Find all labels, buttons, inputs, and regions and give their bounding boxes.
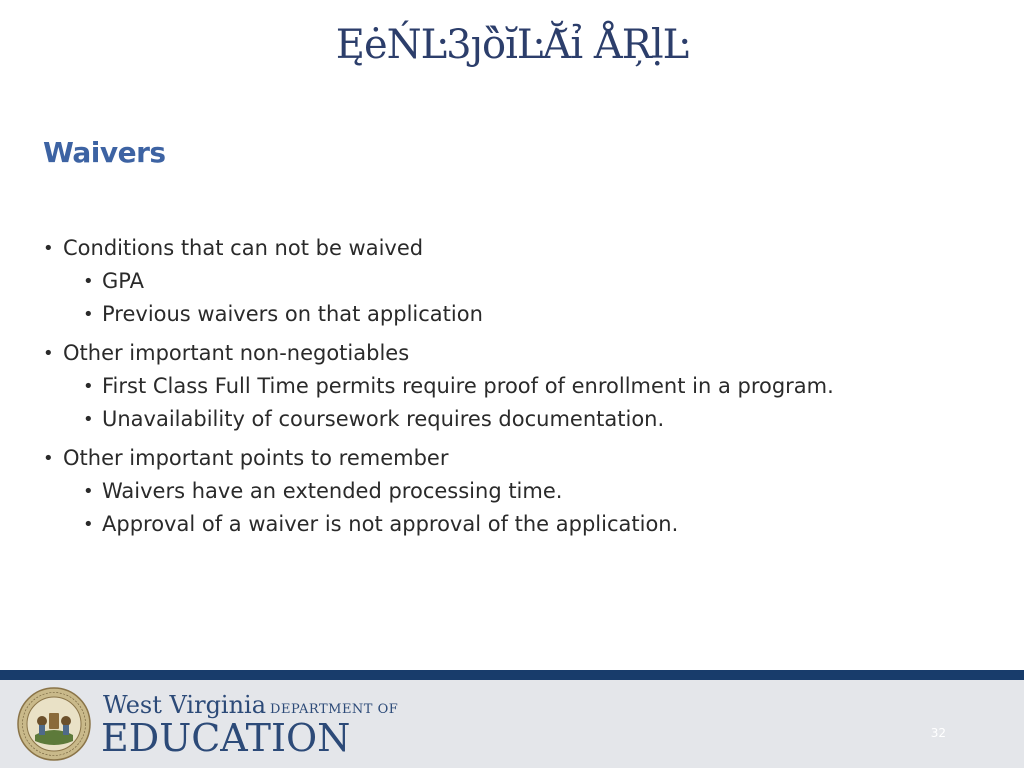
bullet-icon: • bbox=[83, 409, 94, 430]
bullet-item bbox=[43, 442, 973, 475]
bullet-icon: • bbox=[83, 514, 94, 535]
bullet-icon: • bbox=[83, 304, 94, 325]
bullet-icon: • bbox=[43, 238, 54, 259]
sub-bullet-item bbox=[43, 403, 973, 436]
bullet-icon: • bbox=[83, 376, 94, 397]
org-dept-label: DEPARTMENT OF bbox=[270, 702, 399, 717]
bullet-text: Other important points to remember bbox=[63, 446, 449, 470]
sub-bullet-item bbox=[43, 298, 973, 331]
bullet-text: Conditions that can not be waived bbox=[63, 236, 424, 260]
section-heading: Waivers bbox=[43, 136, 166, 169]
sub-bullet-item bbox=[43, 508, 973, 541]
sub-bullet-text: Unavailability of coursework requires documentation. bbox=[102, 407, 665, 431]
bullet-icon: • bbox=[83, 271, 94, 292]
org-name bbox=[103, 691, 398, 719]
sub-bullet-text: Previous waivers on that application bbox=[102, 302, 483, 326]
sub-bullet-text: Approval of a waiver is not approval of the application. bbox=[102, 512, 679, 536]
slide-title: ĘėŃĿ3ȷȍ̀ĭĿĂ̆ỉ ÅŖḷĿ bbox=[335, 22, 689, 68]
sub-bullet-item bbox=[43, 370, 973, 403]
sub-bullet-text: GPA bbox=[102, 269, 144, 293]
state-seal-icon bbox=[17, 687, 91, 761]
org-name-line1: West Virginia bbox=[103, 691, 267, 719]
bullet-item bbox=[43, 232, 973, 265]
sub-bullet-item bbox=[43, 475, 973, 508]
bullet-text: Other important non-negotiables bbox=[63, 341, 410, 365]
sub-bullet-text: First Class Full Time permits require proof of enrollment in a program. bbox=[102, 374, 834, 398]
sub-bullet-item bbox=[43, 265, 973, 298]
bullet-icon: • bbox=[43, 448, 54, 469]
bullet-icon: • bbox=[43, 343, 54, 364]
bullet-icon: • bbox=[83, 481, 94, 502]
bullet-list bbox=[43, 232, 973, 541]
sub-bullet-text: Waivers have an extended processing time. bbox=[102, 479, 563, 503]
page-number: 32 bbox=[930, 726, 946, 740]
org-education-wordmark: EDUCATION bbox=[101, 716, 351, 760]
footer bbox=[0, 680, 1024, 768]
bullet-item bbox=[43, 337, 973, 370]
footer-divider bbox=[0, 670, 1024, 680]
